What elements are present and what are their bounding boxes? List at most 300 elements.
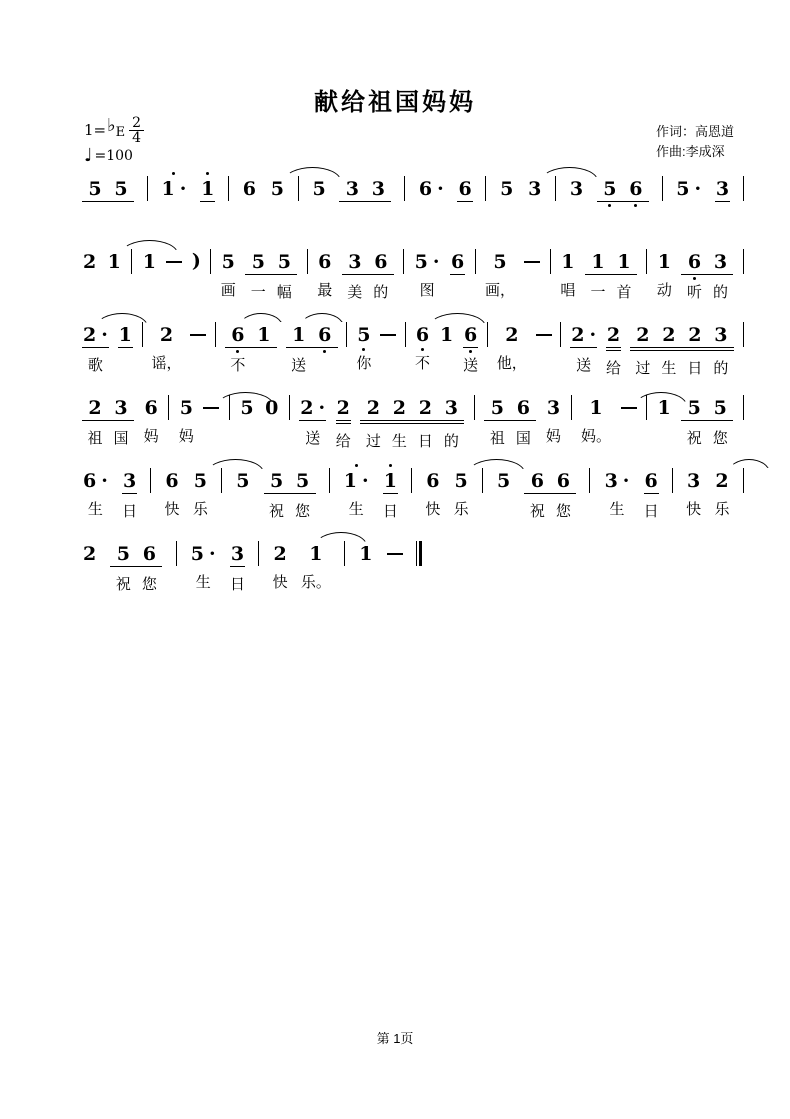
note	[414, 243, 441, 301]
note	[312, 316, 338, 346]
barline	[662, 176, 663, 201]
digit-wrap	[630, 316, 734, 351]
upper-dot-slot	[581, 389, 611, 396]
note-digit: 2	[505, 323, 519, 346]
lower-dot-slot	[623, 202, 649, 209]
lyric: 乐。	[300, 574, 331, 591]
note	[160, 170, 187, 228]
barline	[307, 249, 308, 274]
lyric: 生	[609, 501, 625, 518]
note	[550, 462, 576, 492]
note	[342, 243, 368, 273]
note	[200, 170, 215, 230]
note-below	[342, 275, 368, 303]
note-digit: 6	[144, 396, 158, 419]
barline	[346, 322, 347, 347]
note-digit: 3	[713, 250, 728, 273]
lower-dot-slot	[272, 565, 287, 572]
upper-dot-slot	[585, 243, 611, 250]
upper-dot-slot	[82, 170, 108, 177]
upper-dot-slot	[264, 462, 290, 469]
lyric: 的	[373, 284, 389, 301]
digit-wrap	[715, 177, 730, 202]
note-digit: 5 ·	[190, 542, 216, 565]
lower-dot-slot	[193, 492, 208, 499]
note-group	[597, 170, 649, 230]
lower-dot-slot	[707, 275, 733, 282]
lower-dot-slot	[343, 492, 370, 499]
final-barline-thick	[419, 541, 422, 566]
group-lyrics-row	[484, 421, 536, 449]
digit-wrap	[504, 323, 519, 346]
note	[597, 170, 623, 200]
lyric: 不	[230, 357, 246, 374]
note-digit: 1	[257, 323, 271, 346]
lower-dot-slot	[681, 421, 707, 428]
note-digit: 5	[713, 396, 727, 419]
lower-dot-slot	[342, 275, 368, 282]
lyric: 祝	[529, 503, 545, 520]
lyric: 唱	[560, 282, 576, 299]
digit-wrap	[450, 250, 465, 275]
octave-dot	[421, 348, 424, 351]
note-below	[524, 494, 550, 522]
music-line	[82, 462, 744, 524]
quarter-note-icon: ♩	[84, 145, 93, 166]
digit-wrap	[457, 177, 472, 202]
barline	[289, 395, 290, 420]
duration-dash	[203, 395, 219, 420]
upper-dot-slot	[686, 462, 701, 469]
digit-wrap	[82, 542, 97, 565]
upper-dot-slot	[235, 462, 250, 469]
note	[360, 389, 386, 419]
upper-dot-slot	[251, 316, 277, 323]
upper-dot-slot	[644, 462, 659, 469]
lower-dot-slot	[581, 419, 611, 426]
group-lyrics-row	[82, 202, 134, 230]
upper-dot-slot	[122, 462, 137, 469]
digit-wrap	[317, 250, 332, 273]
upper-dot-slot	[414, 243, 441, 250]
lyric: 日	[417, 433, 433, 450]
note	[242, 170, 257, 228]
final-barline	[416, 541, 422, 566]
note-below	[611, 275, 637, 303]
music-line	[82, 170, 744, 232]
digit-wrap	[230, 542, 245, 567]
upper-dot-slot	[707, 243, 733, 250]
note-digit: 6	[687, 250, 702, 273]
group-lyrics-row	[524, 494, 576, 522]
augmentation-dot: ·	[362, 469, 369, 492]
note-digit: 3	[714, 323, 728, 346]
lower-dot-slot	[454, 492, 469, 499]
upper-dot-slot	[497, 316, 527, 323]
digit-wrap	[200, 177, 215, 202]
note-digit: 5	[277, 250, 291, 273]
lyric: 过	[365, 433, 381, 450]
barline	[405, 322, 406, 347]
barline	[646, 395, 647, 420]
digit-wrap	[225, 316, 277, 348]
lower-dot-slot	[190, 565, 217, 572]
music-line	[82, 535, 422, 597]
lyric: 妈	[178, 428, 194, 445]
lower-dot-slot	[681, 275, 707, 282]
upper-dot-slot	[604, 462, 631, 469]
lower-dot-slot	[270, 200, 285, 207]
lyric: 他，	[496, 355, 527, 372]
note	[82, 389, 108, 419]
note-digit: 1	[201, 177, 215, 200]
note-below	[708, 351, 734, 379]
digit-wrap	[657, 250, 672, 273]
digit-wrap	[524, 462, 576, 494]
upper-dot-slot	[245, 243, 271, 250]
note	[604, 462, 631, 520]
digit-wrap	[82, 170, 134, 202]
upper-dot-slot	[311, 170, 326, 177]
digit-wrap	[415, 323, 430, 346]
barline	[215, 322, 216, 347]
note-digit: 5	[221, 250, 235, 273]
note-digit: 2	[662, 323, 676, 346]
note	[496, 462, 511, 520]
note-below	[484, 421, 510, 449]
lower-dot-slot	[82, 565, 97, 572]
upper-dot-slot	[496, 462, 511, 469]
lower-dot-slot	[299, 421, 326, 428]
note	[179, 389, 194, 447]
upper-dot-slot	[457, 170, 472, 177]
note	[606, 316, 621, 379]
lyric: 给	[335, 433, 351, 450]
lyric: 不	[415, 355, 431, 372]
lower-dot-slot	[438, 424, 464, 431]
lower-dot-slot	[312, 348, 338, 355]
tempo-marking	[84, 145, 144, 166]
note-below	[290, 494, 316, 522]
upper-dot-slot	[463, 316, 478, 323]
note-below	[136, 567, 162, 595]
note	[454, 462, 469, 520]
lower-dot-slot	[336, 424, 351, 431]
lyric: 快	[686, 501, 702, 518]
note-below	[82, 202, 108, 230]
upper-dot-slot	[110, 535, 136, 542]
dash-line	[387, 553, 403, 555]
upper-dot-slot	[454, 462, 469, 469]
barline	[411, 468, 412, 493]
upper-dot-slot	[82, 462, 109, 469]
note-group	[524, 462, 576, 522]
duration-dash	[536, 322, 552, 347]
note-digit: 1 ·	[343, 469, 369, 492]
dash-line	[380, 334, 396, 336]
music-line	[82, 389, 744, 451]
note-digit: 6	[450, 250, 465, 273]
group-notes-row	[264, 462, 316, 492]
lyric: 一	[250, 284, 266, 301]
digit-wrap	[190, 542, 217, 565]
lower-dot-slot	[682, 351, 708, 358]
lyric: 乐	[192, 501, 208, 518]
upper-dot-slot	[681, 389, 707, 396]
upper-dot-slot	[682, 316, 708, 323]
note	[463, 316, 478, 376]
upper-dot-slot	[336, 389, 351, 396]
group-notes-row	[681, 389, 733, 419]
note-digit: 5	[357, 323, 371, 346]
upper-dot-slot	[560, 243, 575, 250]
note-digit: 1	[292, 323, 306, 346]
note-below	[510, 421, 536, 449]
digit-wrap	[343, 469, 370, 492]
key-signature	[84, 116, 144, 144]
dash-line	[621, 407, 637, 409]
octave-dot	[172, 172, 175, 175]
lower-dot-slot	[484, 421, 510, 428]
note	[623, 170, 649, 200]
note-digit: 1	[359, 542, 373, 565]
lyric: 动	[656, 282, 672, 299]
note	[272, 535, 287, 593]
digit-wrap	[356, 323, 371, 346]
note-digit: 5	[269, 469, 284, 492]
note-below	[312, 348, 338, 376]
note-digit: 3	[114, 396, 128, 419]
note	[644, 462, 659, 522]
group-notes-row	[342, 243, 394, 273]
lyric: 祖	[489, 430, 505, 447]
upper-dot-slot	[82, 243, 97, 250]
duration-dash	[387, 541, 403, 566]
lower-dot-slot	[383, 494, 398, 501]
group-notes-row	[630, 316, 734, 346]
lyric: 首	[616, 284, 632, 301]
lower-dot-slot	[463, 348, 478, 355]
upper-dot-slot	[550, 462, 576, 469]
digit-wrap	[439, 323, 454, 346]
lower-dot-slot	[164, 492, 179, 499]
key-signature-block	[84, 116, 144, 166]
note-digit: 6	[242, 177, 256, 200]
upper-dot-slot	[527, 170, 542, 177]
note-digit: 5	[490, 396, 504, 419]
note	[301, 535, 331, 593]
upper-dot-slot	[438, 389, 464, 396]
digit-wrap	[239, 396, 254, 419]
note-below	[82, 421, 108, 449]
upper-dot-slot	[365, 170, 391, 177]
lyric: 日	[122, 503, 138, 520]
note-digit: 2	[336, 396, 350, 419]
lower-dot-slot	[585, 275, 611, 282]
lower-dot-slot	[657, 273, 672, 280]
note-group	[82, 170, 134, 230]
note-digit: 1	[561, 250, 575, 273]
digit-wrap	[499, 177, 514, 200]
lower-dot-slot	[235, 492, 250, 499]
note-digit: 1	[107, 250, 121, 273]
lower-dot-slot	[656, 419, 671, 426]
lower-dot-slot	[136, 567, 162, 574]
lower-dot-slot	[485, 273, 515, 280]
digit-wrap	[714, 469, 729, 492]
music-line	[82, 243, 744, 305]
note-below	[707, 275, 733, 303]
note-digit: 6	[629, 177, 643, 200]
lower-dot-slot	[569, 200, 584, 207]
note-below	[225, 348, 251, 376]
digit-wrap	[360, 389, 464, 424]
group-lyrics-row	[360, 424, 464, 452]
digit-wrap	[193, 469, 208, 492]
lower-dot-slot	[311, 200, 326, 207]
note-group	[264, 462, 316, 522]
group-notes-row	[681, 243, 733, 273]
lyric: 美	[347, 284, 363, 301]
lyric: 你	[356, 355, 372, 372]
lower-dot-slot	[675, 200, 702, 207]
lyric: 快	[272, 574, 288, 591]
note-digit: 6	[318, 323, 332, 346]
note-digit: 6	[644, 469, 658, 492]
digit-wrap	[606, 323, 621, 351]
upper-dot-slot	[510, 389, 536, 396]
dash-line	[536, 334, 552, 336]
lower-dot-slot	[714, 492, 729, 499]
lower-dot-slot	[439, 346, 454, 353]
upper-dot-slot	[681, 243, 707, 250]
note-below	[585, 275, 611, 303]
digit-wrap	[675, 177, 702, 200]
lower-dot-slot	[546, 419, 561, 426]
group-notes-row	[110, 535, 162, 565]
note-below	[438, 424, 464, 452]
group-notes-row	[225, 316, 277, 346]
lower-dot-slot	[457, 202, 472, 209]
lyric: 您	[141, 576, 157, 593]
lower-dot-slot	[160, 200, 187, 207]
lyric: 乐	[453, 501, 469, 518]
slur-arc	[728, 459, 770, 473]
note-digit: 2	[418, 396, 432, 419]
lower-dot-slot	[496, 492, 511, 499]
barline	[150, 468, 151, 493]
digit-wrap	[272, 542, 287, 565]
lower-dot-slot	[271, 275, 297, 282]
upper-dot-slot	[630, 316, 656, 323]
upper-dot-slot	[611, 243, 637, 250]
lower-dot-slot	[225, 348, 251, 355]
lyric: 的	[443, 433, 459, 450]
note-digit: 1	[591, 250, 605, 273]
note	[439, 316, 454, 374]
note-digit: 3	[371, 177, 386, 200]
lower-dot-slot	[264, 494, 290, 501]
digit-wrap	[527, 177, 542, 200]
group-notes-row	[524, 462, 576, 492]
note	[151, 316, 181, 374]
note-below	[271, 275, 297, 303]
lower-dot-slot	[179, 419, 194, 426]
digit-wrap	[82, 389, 134, 421]
group-lyrics-row	[264, 494, 316, 522]
meter-denominator: 4	[132, 129, 142, 146]
note	[681, 389, 707, 419]
lyric: 妈。	[581, 428, 612, 445]
digit-wrap	[107, 250, 122, 273]
barline	[228, 176, 229, 201]
note-digit: 5 ·	[414, 250, 440, 273]
lower-dot-slot	[550, 494, 576, 501]
note-digit: 2 ·	[571, 323, 597, 346]
upper-dot-slot	[570, 316, 597, 323]
note-digit: 0	[265, 396, 279, 419]
note-digit: 2 ·	[83, 323, 108, 346]
upper-dot-slot	[82, 316, 109, 323]
note	[108, 389, 134, 419]
upper-dot-slot	[656, 316, 682, 323]
note-digit: 5	[179, 396, 193, 419]
note-digit: 5	[116, 542, 131, 565]
upper-dot-slot	[221, 243, 236, 250]
note-digit: 1	[589, 396, 603, 419]
note-digit: 5	[114, 177, 128, 200]
digit-wrap	[560, 250, 575, 273]
note	[317, 243, 332, 301]
upper-dot-slot	[225, 316, 251, 323]
composer-credit: 作曲:李成深	[655, 144, 725, 159]
note-group	[360, 389, 464, 452]
note	[110, 535, 136, 565]
augmentation-dot: ·	[101, 469, 108, 492]
note-digit: 6	[318, 250, 332, 273]
note-digit: 6	[415, 323, 430, 346]
lyric: 画，	[485, 282, 516, 299]
upper-dot-slot	[356, 316, 371, 323]
note	[708, 316, 734, 346]
note-digit: 2 ·	[300, 396, 326, 419]
note-below	[656, 351, 682, 379]
augmentation-dot: ·	[209, 542, 216, 565]
digit-wrap	[82, 250, 97, 273]
lyric: 生	[661, 360, 677, 377]
note	[82, 170, 108, 200]
barline	[589, 468, 590, 493]
close-parenthesis: )	[191, 250, 201, 272]
lyricist-credit: 作词：高恩道	[655, 124, 734, 139]
note-digit: 5	[454, 469, 468, 492]
lower-dot-slot	[415, 346, 430, 353]
note-digit: 3 ·	[604, 469, 630, 492]
lower-dot-slot	[143, 419, 158, 426]
lyric: 的	[713, 360, 729, 377]
upper-dot-slot	[239, 389, 254, 396]
note-digit: 1	[617, 250, 631, 273]
barline	[646, 249, 647, 274]
note-digit: 6	[426, 469, 440, 492]
barline	[221, 468, 222, 493]
note	[270, 170, 285, 228]
lyric: 日	[687, 360, 703, 377]
note-digit: 5	[493, 250, 507, 273]
lower-dot-slot	[82, 202, 108, 209]
lyric: 图	[419, 282, 435, 299]
augmentation-dot: ·	[694, 177, 702, 200]
